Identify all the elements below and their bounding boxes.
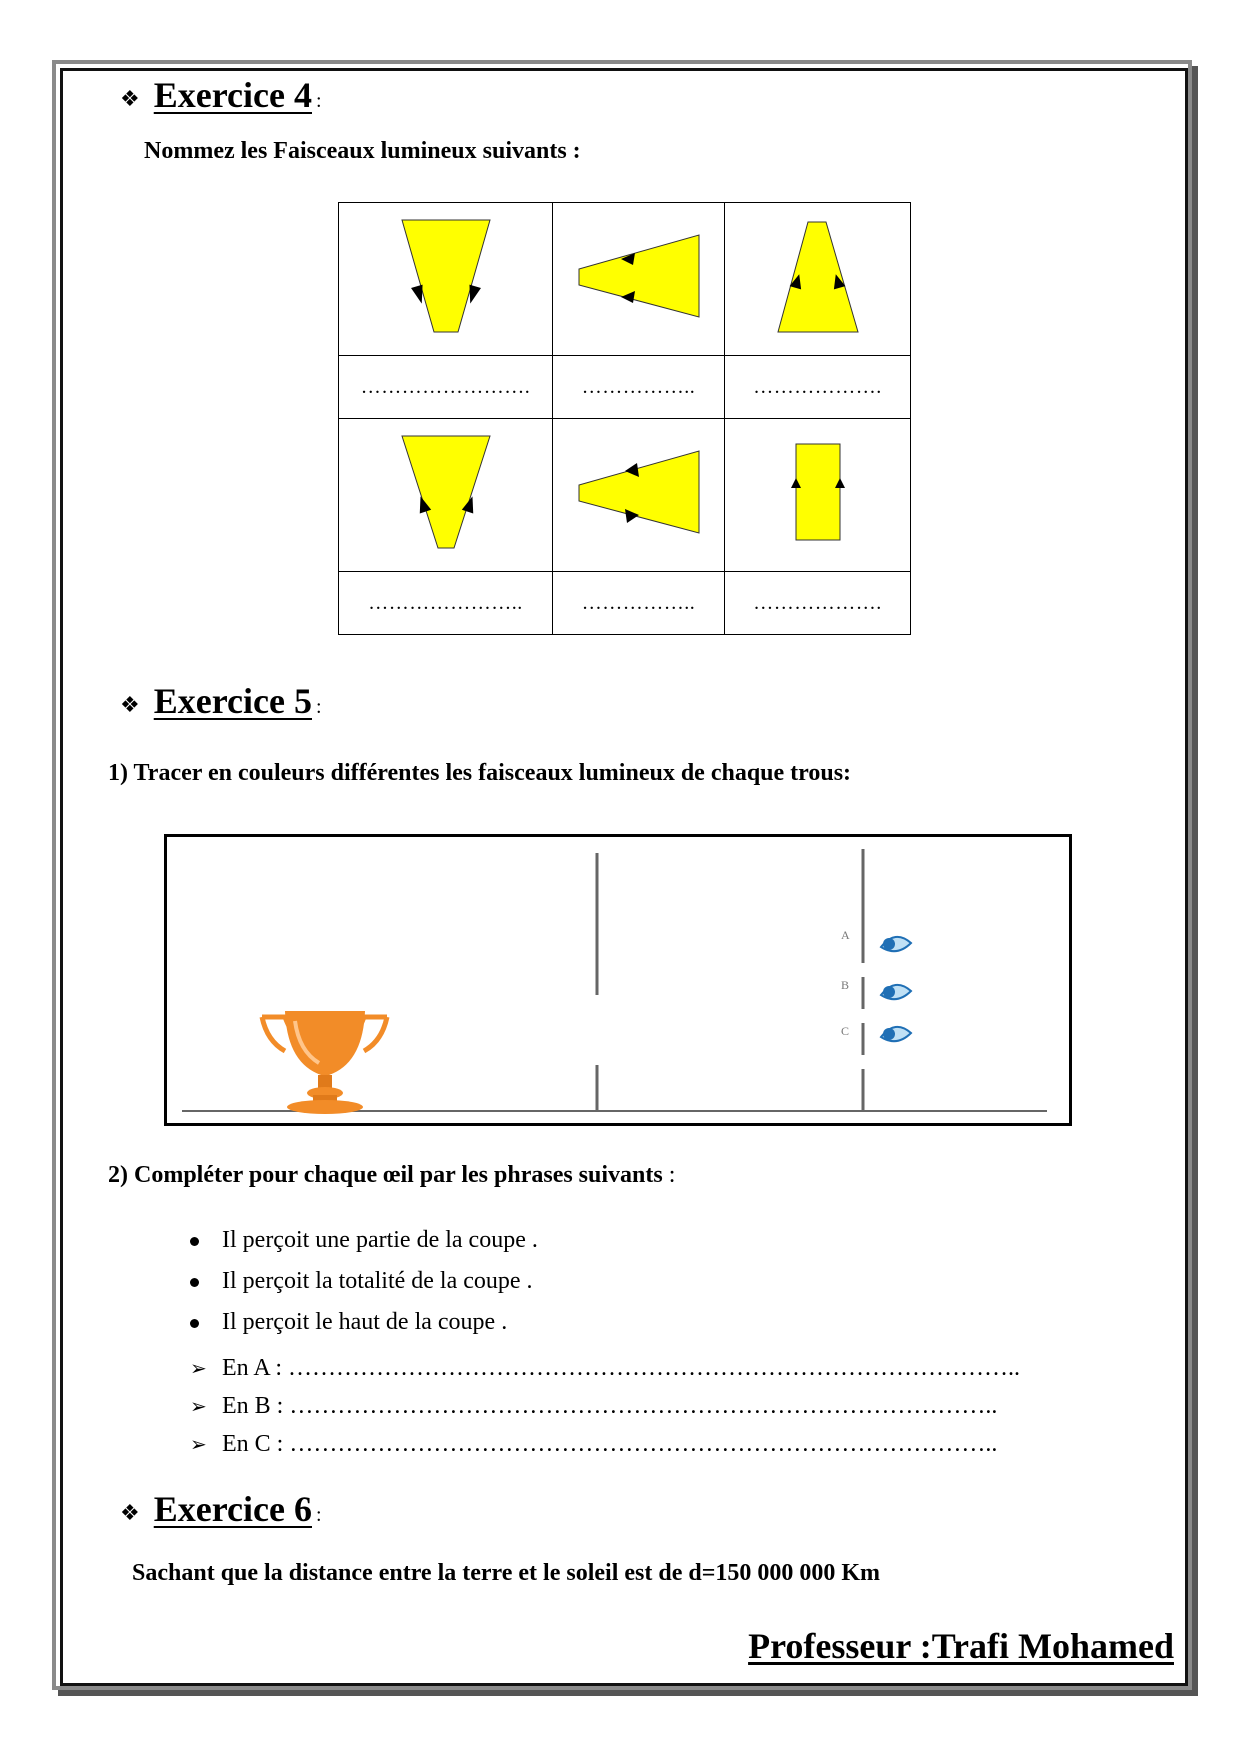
diverging-beam-down-icon (386, 428, 506, 558)
exercice5-title: Exercice 5 (153, 681, 312, 721)
teacher-signature: Professeur :Trafi Mohamed (748, 1626, 1174, 1666)
exercice6-title: Exercice 6 (153, 1489, 312, 1529)
arrow-bullet-icon: ➢ (190, 1356, 207, 1380)
exercice5-heading (120, 680, 322, 722)
answer-blank[interactable]: ………………. (725, 572, 911, 635)
answer-text: En C : …………………………………………………………………………….. (222, 1431, 998, 1457)
answer-text: En B : …………………………………………………………………………….. (222, 1393, 998, 1419)
parallel-beam-up-icon (768, 428, 868, 558)
answer-text: En A : ……………………………………………………………………………….. (222, 1355, 1021, 1381)
hole-label-b: B (841, 978, 850, 992)
frame-shadow-bottom (58, 1690, 1198, 1696)
trophy-eyes-diagram (164, 834, 1072, 1126)
converging-beam-left-icon (569, 217, 709, 337)
list-item: Il perçoit la totalité de la coupe . (190, 1261, 538, 1302)
beam-figure-cell (553, 203, 725, 356)
arrow-bullet-icon: ➢ (190, 1394, 207, 1418)
answer-blank[interactable]: …………….. (553, 572, 725, 635)
exercice5-colon: : (316, 696, 322, 718)
exercice6-heading (120, 1488, 322, 1530)
arrow-bullet-icon: ➢ (190, 1432, 207, 1456)
answer-blank[interactable]: ………………….. (339, 572, 553, 635)
diamond-bullet-icon: ❖ (120, 691, 140, 717)
answer-line-b[interactable] (190, 1387, 1020, 1425)
exercice5-question1: 1) Tracer en couleurs différentes les faisceaux lumineux de chaque trous: (108, 760, 852, 786)
exercice4-title: Exercice 4 (153, 75, 312, 115)
diverging-beam-right-icon (569, 433, 709, 553)
diamond-bullet-icon: ❖ (120, 1499, 140, 1525)
phrase-choices-list (190, 1220, 538, 1343)
eye-icon (881, 985, 911, 999)
question2-colon: : (662, 1162, 676, 1188)
beam-figure-cell (339, 203, 553, 356)
answer-line-c[interactable] (190, 1425, 1020, 1463)
eye-icon (881, 1027, 911, 1041)
hole-label-a: A (841, 928, 850, 942)
exercice6-statement: Sachant que la distance entre la terre et le soleil est de d=150 000 000 Km (132, 1560, 881, 1586)
eye-icon (881, 937, 911, 951)
diverging-beam-up-icon (768, 212, 868, 342)
beams-table (338, 202, 911, 635)
diagram-drawing (167, 837, 1069, 1123)
beam-figure-cell (553, 419, 725, 572)
exercice6-colon: : (316, 1504, 322, 1526)
exercice4-colon: : (316, 90, 322, 112)
beam-figure-cell (339, 419, 553, 572)
answer-blank[interactable]: ………………. (725, 356, 911, 419)
question2-text: 2) Compléter pour chaque œil par les phrases suivants (108, 1162, 663, 1188)
trophy-icon (262, 1011, 387, 1114)
frame-shadow-right (1192, 66, 1198, 1696)
eye-answers-list (190, 1349, 1020, 1463)
exercice4-heading (120, 74, 322, 116)
beam-figure-cell (725, 419, 911, 572)
answer-blank[interactable]: …………….. (553, 356, 725, 419)
exercice4-instruction: Nommez les Faisceaux lumineux suivants : (144, 138, 581, 164)
diamond-bullet-icon: ❖ (120, 85, 140, 111)
answer-blank[interactable]: ……………………. (339, 356, 553, 419)
beam-figure-cell (725, 203, 911, 356)
answer-line-a[interactable] (190, 1349, 1020, 1387)
list-item: Il perçoit le haut de la coupe . (190, 1302, 538, 1343)
exercice5-question2 (108, 1162, 675, 1189)
converging-beam-down-icon (386, 212, 506, 342)
list-item: Il perçoit une partie de la coupe . (190, 1220, 538, 1261)
hole-label-c: C (841, 1024, 850, 1038)
